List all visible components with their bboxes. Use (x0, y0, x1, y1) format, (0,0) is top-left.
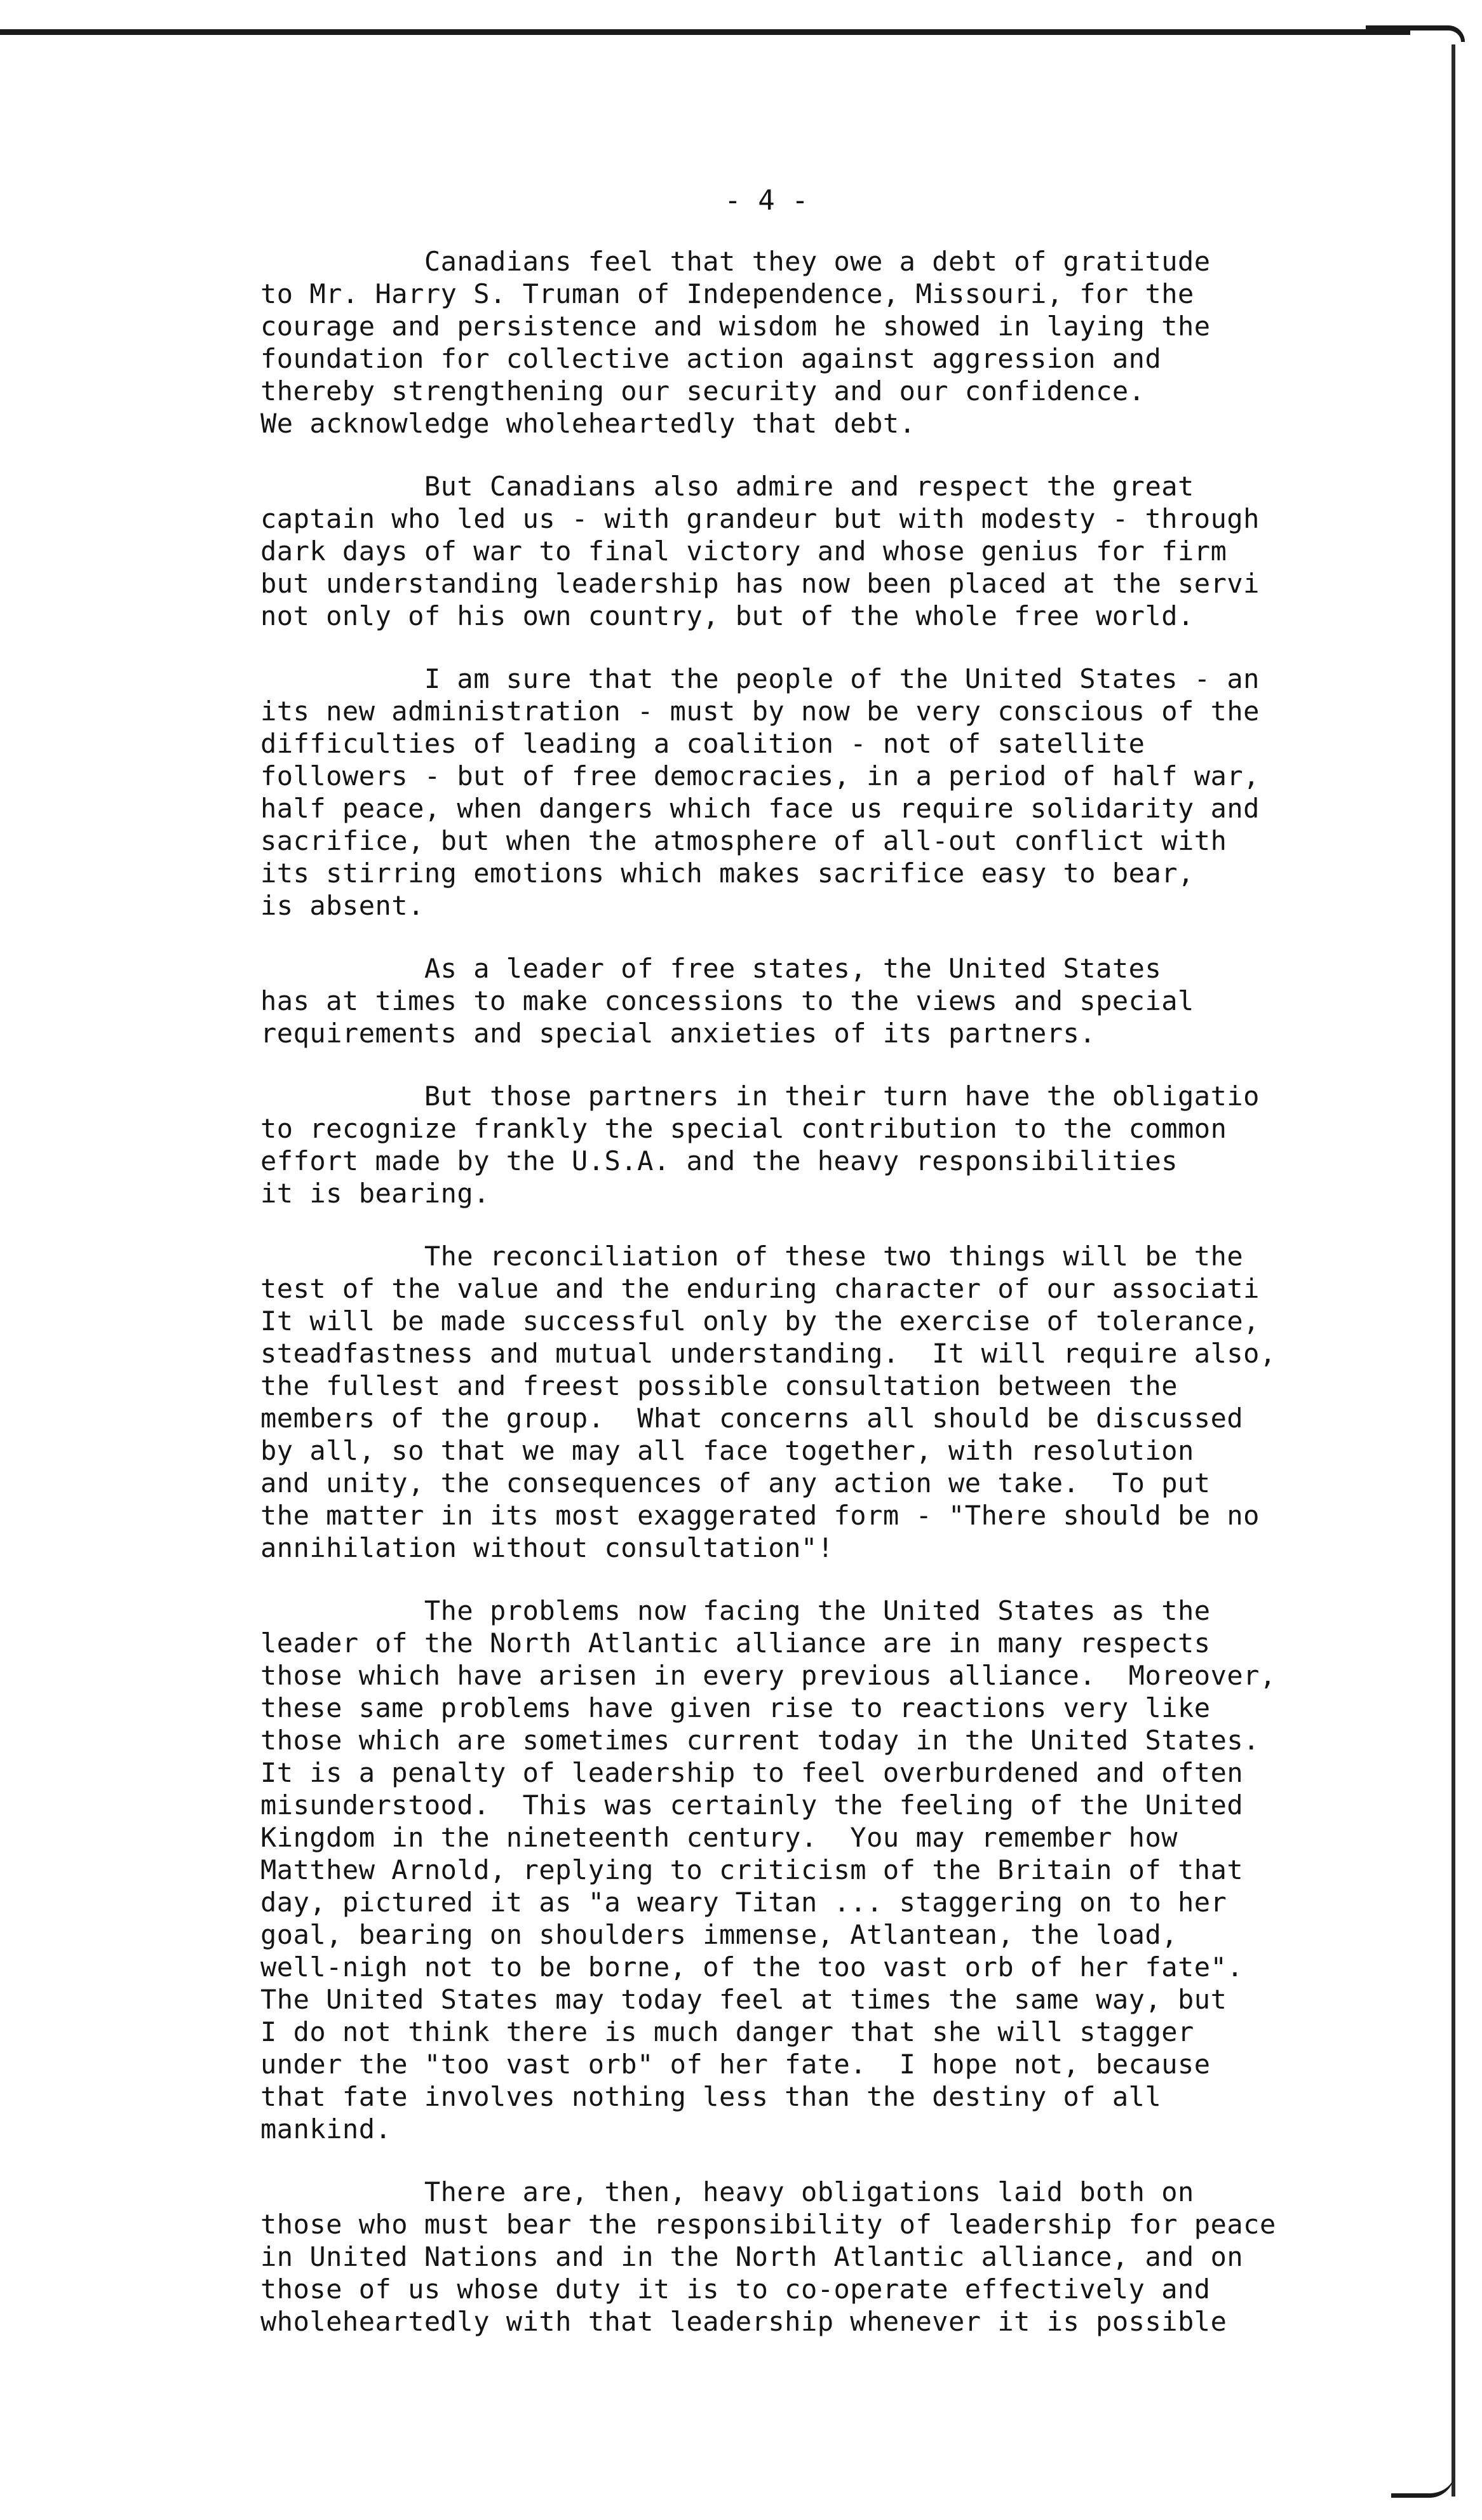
text-line: not only of his own country, but of the whole free world. (260, 600, 1194, 631)
text-line: captain who led us - with grandeur but with modesty - through (260, 503, 1260, 534)
paragraph (260, 1240, 1448, 1564)
text-line: I do not think there is much danger that she will stagger (260, 2016, 1194, 2047)
bottom-border-curl (1391, 2468, 1455, 2498)
text-line: to Mr. Harry S. Truman of Independence, Missouri, for the (260, 278, 1194, 309)
right-binding-edge (1452, 44, 1455, 2496)
text-line: members of the group. What concerns all should be discussed (260, 1403, 1244, 1434)
text-line: effort made by the U.S.A. and the heavy responsibilities (260, 1145, 1178, 1176)
text-line: and unity, the consequences of any action we take. To put (260, 1467, 1211, 1499)
text-line: the fullest and freest possible consultation between the (260, 1370, 1178, 1401)
text-line: But Canadians also admire and respect the great (260, 471, 1194, 502)
paragraph (260, 2176, 1448, 2338)
paragraph (260, 1594, 1448, 2145)
text-line: It is a penalty of leadership to feel overburdened and often (260, 1757, 1244, 1788)
text-line: annihilation without consultation"! (260, 1532, 834, 1563)
text-line: these same problems have given rise to reactions very like (260, 1692, 1211, 1723)
text-line: Canadians feel that they owe a debt of gratitude (260, 246, 1211, 277)
text-line: it is bearing. (260, 1178, 490, 1209)
text-line: difficulties of leading a coalition - not of satellite (260, 728, 1145, 759)
text-line: courage and persistence and wisdom he showed in laying the (260, 311, 1211, 342)
text-line: As a leader of free states, the United States (260, 953, 1162, 984)
text-line: the matter in its most exaggerated form - "There should be no (260, 1500, 1260, 1531)
text-line: The United States may today feel at times the same way, but (260, 1984, 1227, 2015)
text-line: It will be made successful only by the exercise of tolerance, (260, 1305, 1260, 1337)
text-line: those who must bear the responsibility of leadership for peace (260, 2209, 1276, 2240)
text-line: dark days of war to final victory and whose genius for firm (260, 536, 1227, 567)
text-line: wholeheartedly with that leadership whenever it is possible (260, 2306, 1227, 2337)
text-line: test of the value and the enduring character of our associati (260, 1273, 1260, 1304)
text-line: sacrifice, but when the atmosphere of all-out conflict with (260, 825, 1227, 856)
paragraph (260, 245, 1448, 440)
text-line: goal, bearing on shoulders immense, Atlantean, the load, (260, 1919, 1178, 1950)
text-line: I am sure that the people of the United States - an (260, 663, 1260, 694)
text-line: foundation for collective action against aggression and (260, 343, 1162, 374)
text-line: steadfastness and mutual understanding. It will require also, (260, 1338, 1276, 1369)
text-line: The problems now facing the United States as the (260, 1595, 1211, 1626)
text-line: is absent. (260, 890, 424, 921)
top-border-line (0, 29, 1410, 35)
text-line: its stirring emotions which makes sacrifice easy to bear, (260, 858, 1194, 889)
text-line: But those partners in their turn have the obligatio (260, 1081, 1260, 1112)
text-line: followers - but of free democracies, in a period of half war, (260, 760, 1260, 792)
text-line: well-nigh not to be borne, of the too vast orb of her fate". (260, 1951, 1244, 1983)
text-line: There are, then, heavy obligations laid both on (260, 2176, 1194, 2207)
text-line: to recognize frankly the special contribution to the common (260, 1113, 1227, 1144)
text-line: misunderstood. This was certainly the feeling of the United (260, 1789, 1244, 1821)
text-line: leader of the North Atlantic alliance are in many respects (260, 1627, 1211, 1659)
text-line: those of us whose duty it is to co-operate effectively and (260, 2274, 1211, 2305)
paragraph (260, 952, 1448, 1049)
text-line: those which are sometimes current today in the United States. (260, 1725, 1260, 1756)
text-line: day, pictured it as "a weary Titan ... staggering on to her (260, 1887, 1227, 1918)
top-border-curl (1366, 25, 1465, 42)
text-line: that fate involves nothing less than the destiny of all (260, 2081, 1162, 2112)
paragraph (260, 470, 1448, 632)
document-body (260, 245, 1448, 2368)
text-line: thereby strengthening our security and our confidence. (260, 375, 1145, 407)
text-line: those which have arisen in every previous alliance. Moreover, (260, 1660, 1276, 1691)
text-line: has at times to make concessions to the views and special (260, 985, 1194, 1016)
text-line: under the "too vast orb" of her fate. I hope not, because (260, 2049, 1211, 2080)
text-line: The reconciliation of these two things will be the (260, 1241, 1244, 1272)
text-line: by all, so that we may all face together, with resolution (260, 1435, 1194, 1466)
text-line: but understanding leadership has now been placed at the servi (260, 568, 1260, 599)
text-line: Kingdom in the nineteenth century. You may remember how (260, 1822, 1178, 1853)
text-line: in United Nations and in the North Atlantic alliance, and on (260, 2241, 1244, 2272)
paragraph (260, 1080, 1448, 1209)
text-line: mankind. (260, 2113, 392, 2145)
page-number: - 4 - (724, 184, 809, 217)
text-line: requirements and special anxieties of its partners. (260, 1018, 1096, 1049)
text-line: half peace, when dangers which face us require solidarity and (260, 793, 1260, 824)
paragraph (260, 663, 1448, 922)
text-line: its new administration - must by now be very conscious of the (260, 696, 1260, 727)
text-line: Matthew Arnold, replying to criticism of the Britain of that (260, 1854, 1244, 1885)
text-line: We acknowledge wholeheartedly that debt. (260, 408, 916, 439)
